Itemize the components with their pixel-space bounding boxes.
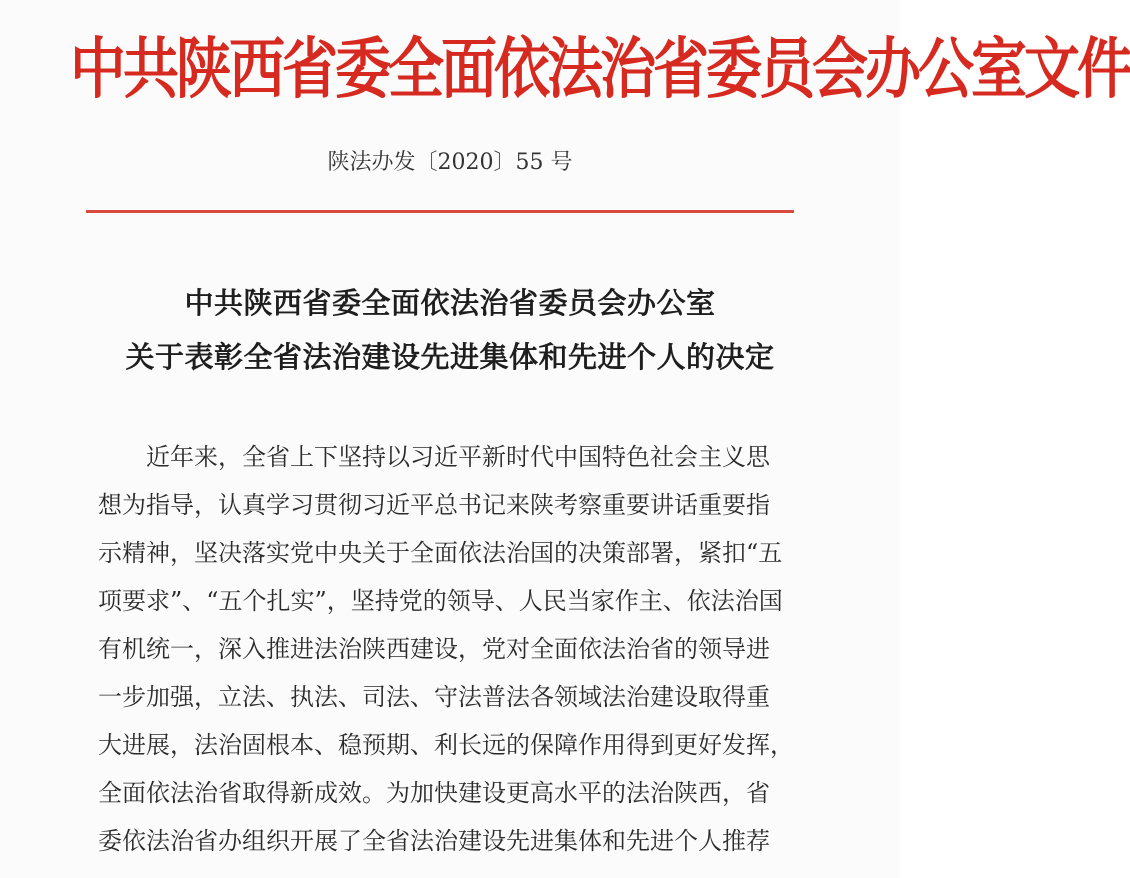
body-paragraph-line: 大进展，法治固根本、稳预期、利长远的保障作用得到更好发挥， (98, 731, 794, 759)
body-paragraph-line: 项要求”、“五个扎实”，坚持党的领导、人民当家作主、依法治国 (98, 587, 783, 615)
body-paragraph-line: 全面依法治省取得新成效。为加快建设更高水平的法治陕西，省 (98, 779, 770, 807)
body-paragraph-line: 一步加强，立法、执法、司法、守法普法各领域法治建设取得重 (98, 683, 770, 711)
body-paragraph-line: 委依法治省办组织开展了全省法治建设先进集体和先进个人推荐 (98, 827, 770, 855)
document-title-line-2: 关于表彰全省法治建设先进集体和先进个人的决定 (125, 340, 775, 374)
body-paragraph-line: 想为指导，认真学习贯彻习近平总书记来陕考察重要讲话重要指 (98, 491, 770, 519)
body-paragraph-line: 近年来，全省上下坚持以习近平新时代中国特色社会主义思 (146, 443, 770, 471)
document-header-title: 中共陕西省委全面依法治省委员会办公室文件 (70, 30, 1130, 109)
document-title-line-1: 中共陕西省委全面依法治省委员会办公室 (184, 286, 716, 320)
document-number: 陕法办发〔2020〕55 号 (327, 150, 573, 175)
body-paragraph-line: 有机统一，深入推进法治陕西建设，党对全面依法治省的领导进 (98, 635, 770, 663)
header-red-divider (86, 210, 794, 213)
body-paragraph-line: 示精神，坚决落实党中央关于全面依法治国的决策部署，紧扣“五 (98, 539, 783, 567)
